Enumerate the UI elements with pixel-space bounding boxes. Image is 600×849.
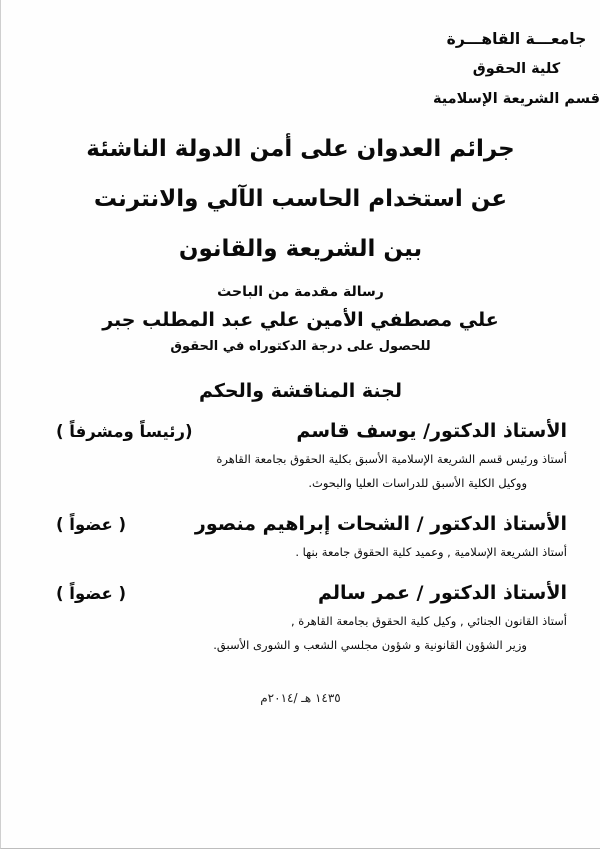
thesis-title-line-3: بين الشريعة والقانون (178, 236, 423, 262)
member-name-row (56, 513, 567, 535)
degree-statement: للحصول على درجة الدكتوراه في الحقوق (170, 339, 431, 354)
member-name-row (56, 420, 567, 442)
faculty-name: كلية الحقوق (472, 61, 561, 77)
submission-block (1, 284, 600, 354)
committee-heading: لجنة المناقشة والحكم (198, 380, 402, 402)
hijri-gregorian-date: ١٤٣٥ هـ /٢٠١٤م (260, 691, 341, 705)
member-role: ( عضواً ) (56, 515, 127, 534)
member-description-line: وزير الشؤون القانونية و شؤون مجلسي الشعب و الشورى الأسبق. (213, 638, 527, 652)
thesis-title (1, 124, 600, 274)
university-header-block (433, 24, 600, 114)
member-role: (رئيساً ومشرفاً ) (56, 422, 193, 441)
member-description (56, 540, 567, 564)
member-description (56, 447, 567, 495)
university-name: جامعـــة القاهـــرة (446, 30, 587, 48)
member-name: الأستاذ الدكتور / عمر سالم (317, 582, 567, 604)
thesis-title-line-1: جرائم العدوان على أمن الدولة الناشئة (86, 136, 515, 162)
member-description-line: أستاذ الشريعة الإسلامية , وعميد كلية الحقوق جامعة بنها . (295, 545, 567, 559)
committee-member (56, 513, 567, 564)
member-description-line: ووكيل الكلية الأسبق للدراسات العليا والبحوث. (308, 476, 527, 490)
member-description-line: أستاذ ورئيس قسم الشريعة الإسلامية الأسبق بكلية الحقوق بجامعة القاهرة (216, 452, 567, 466)
committee-member (56, 582, 567, 657)
member-name-row (56, 582, 567, 604)
member-name: الأستاذ الدكتور/ يوسف قاسم (296, 420, 567, 442)
committee-members (1, 420, 600, 657)
member-description-line: أستاذ القانون الجنائي , وكيل كلية الحقوق بجامعة القاهرة , (290, 614, 567, 628)
member-name: الأستاذ الدكتور / الشحات إبراهيم منصور (194, 513, 567, 535)
committee-member (56, 420, 567, 495)
university-header (1, 0, 600, 114)
department-name: قسم الشريعة الإسلامية (432, 91, 600, 107)
member-description (56, 609, 567, 657)
member-role: ( عضواً ) (56, 584, 127, 603)
thesis-title-line-2: عن استخدام الحاسب الآلي والانترنت (93, 186, 508, 212)
researcher-name: علي مصطفي الأمين علي عبد المطلب جبر (102, 309, 499, 331)
submission-label: رسالة مقدمة من الباحث (217, 284, 384, 300)
